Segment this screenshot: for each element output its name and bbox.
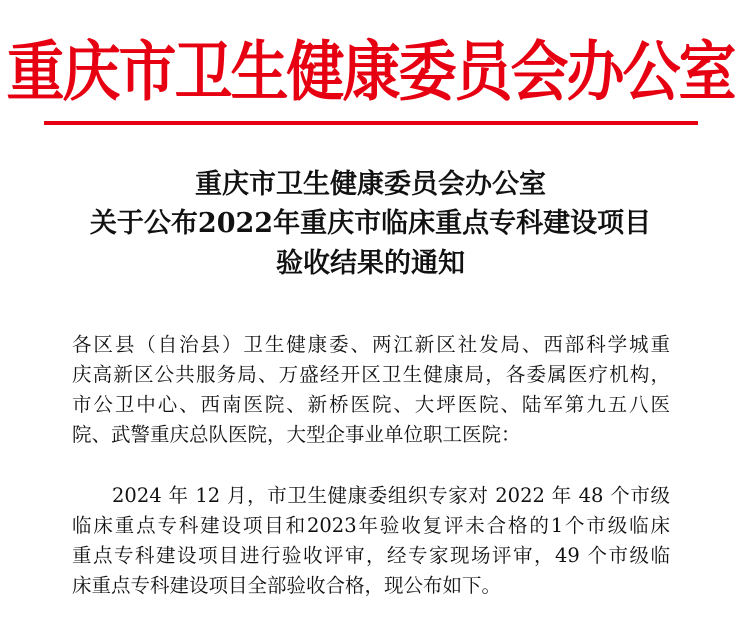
body-paragraph <box>72 481 670 601</box>
document-title-line-1: 重庆市卫生健康委员会办公室 <box>195 169 546 200</box>
body-line: 床重点专科建设项目全部验收合格，现公布如下。 <box>72 574 502 597</box>
recipients-line: 院、武警重庆总队医院，大型企事业单位职工医院： <box>72 423 521 446</box>
document-title-line-3: 验收结果的通知 <box>276 248 465 279</box>
masthead-red-rule <box>44 121 698 125</box>
recipients-line: 各区县（自治县）卫生健康委、两江新区社发局、西部科学城重 <box>72 333 670 356</box>
recipients-line: 庆高新区公共服务局、万盛经开区卫生健康局，各委属医疗机构， <box>72 363 670 386</box>
body-line: 重点专科建设项目进行验收评审，经专家现场评审，49 个市级临 <box>72 544 670 567</box>
body-line: 临床重点专科建设项目和2023年验收复评未合格的1个市级临床 <box>72 514 670 537</box>
body-line: 2024 年 12 月，市卫生健康委组织专家对 2022 年 48 个市级 <box>112 484 670 507</box>
masthead-agency-name: 重庆市卫生健康委员会办公室 <box>6 33 735 110</box>
recipients-line: 市公卫中心、西南医院、新桥医院、大坪医院、陆军第九五八医 <box>72 393 670 416</box>
document-title-line-2: 关于公布2022年重庆市临床重点专科建设项目 <box>89 208 652 239</box>
recipients-paragraph <box>72 330 670 450</box>
